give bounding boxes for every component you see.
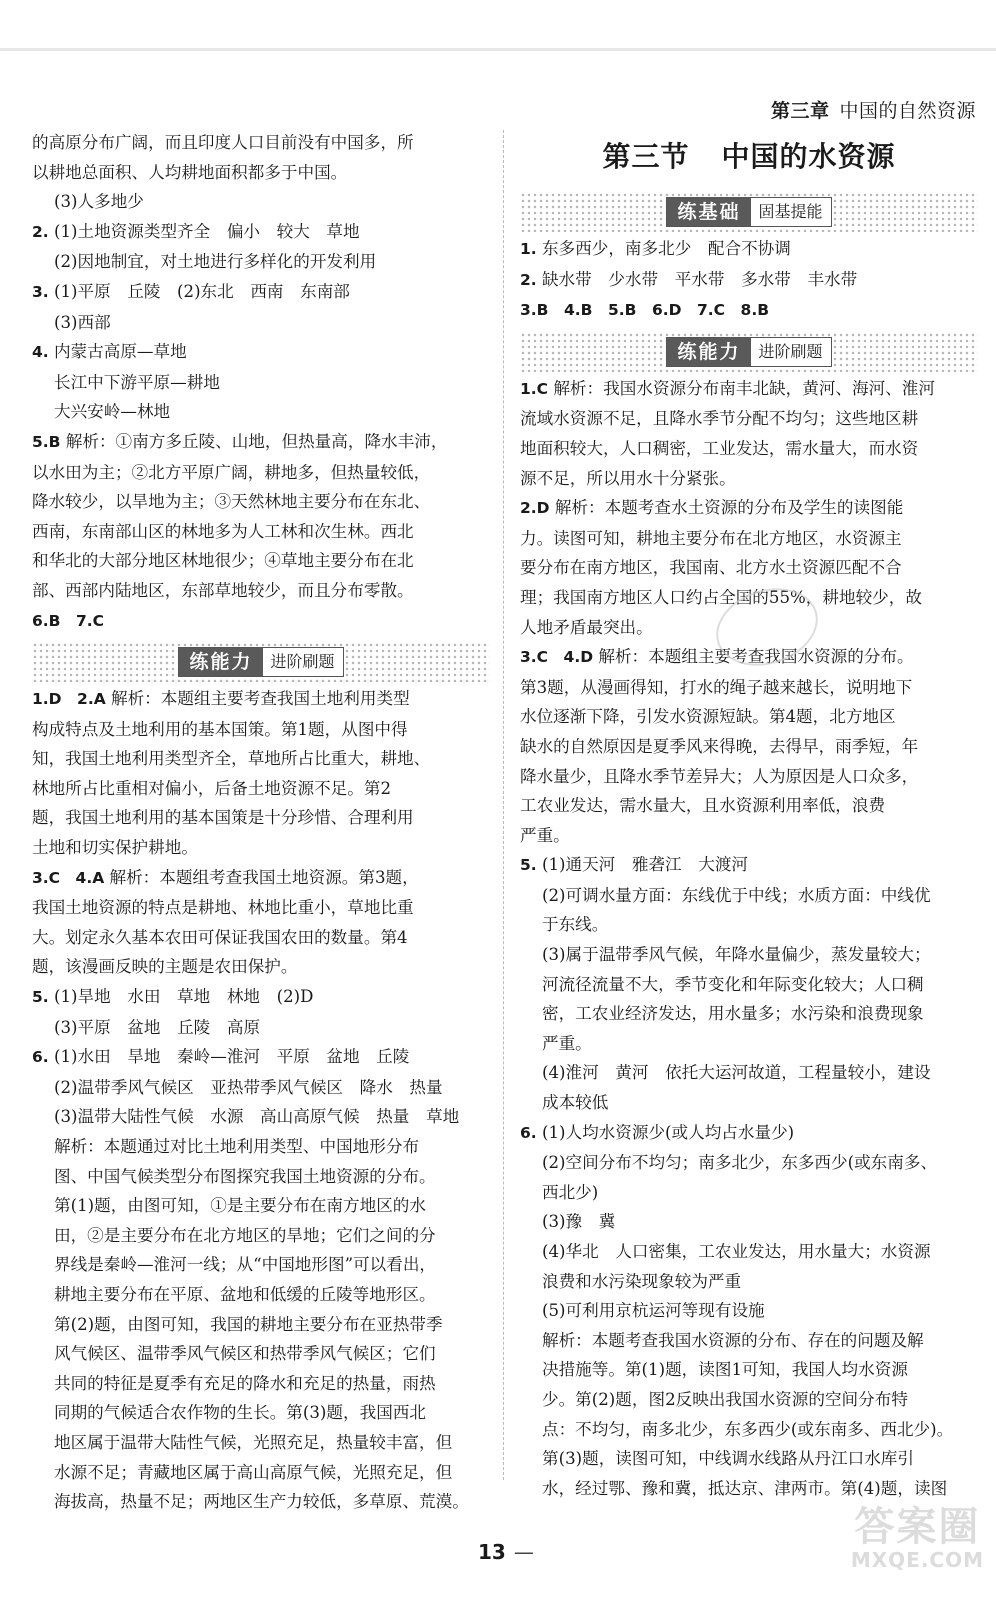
answer-line bbox=[520, 374, 978, 405]
answer-text: 土地和切实保护耕地。 bbox=[32, 838, 198, 858]
section-number: 第三节 bbox=[602, 140, 690, 173]
answer-text: 第(2)题，由图可知，我国的耕地主要分布在亚热带季 bbox=[54, 1314, 443, 1334]
answer-line bbox=[520, 940, 978, 970]
answer-text: (1)土地资源类型齐全 偏小 较大 草地 bbox=[53, 221, 360, 241]
section-band bbox=[520, 332, 978, 372]
answer-text: (3)属于温带季风气候，年降水量偏少，蒸发量较大； bbox=[542, 945, 931, 965]
answer-line bbox=[520, 762, 978, 792]
answer-text: 解析：本题考查水土资源的分布及学生的读图能 bbox=[554, 498, 904, 518]
answer-line bbox=[520, 702, 978, 732]
answer-text: 地区属于温带大陆性气候，光照充足，热量较丰富，但 bbox=[54, 1432, 453, 1452]
answer-line bbox=[32, 247, 490, 277]
answer-text: 风气候区、温带季风气候区和热带季风气候区；它们 bbox=[54, 1344, 436, 1364]
answer-text: 解析：本题组主要考查我国水资源的分布。 bbox=[598, 647, 914, 667]
answer-text: 内蒙古高原—草地 bbox=[53, 342, 187, 362]
answer-text: 知，我国土地利用类型齐全，草地所占比重大，耕地、 bbox=[32, 749, 431, 769]
answer-line bbox=[32, 158, 490, 188]
answer-line bbox=[32, 1102, 490, 1132]
answer-line bbox=[520, 791, 978, 821]
section-band bbox=[32, 642, 490, 682]
answer-line bbox=[32, 217, 490, 248]
answer-text: 第(1)题，由图可知，①是主要分布在南方地区的水 bbox=[54, 1196, 426, 1216]
question-number: 1. bbox=[520, 240, 537, 258]
answer-text: 严重。 bbox=[520, 825, 570, 845]
band-sub-label: 进阶刷题 bbox=[270, 652, 335, 672]
answer-text: 水位逐渐下降，引发水资源短缺。第4题，北方地区 bbox=[520, 707, 896, 727]
answer-line bbox=[520, 493, 978, 524]
answer-line bbox=[520, 1148, 978, 1178]
answer-line bbox=[520, 970, 978, 1000]
page-number-value: 13 bbox=[478, 1540, 506, 1564]
answer-text: (3)人多地少 bbox=[54, 192, 144, 212]
question-number: 4. bbox=[32, 343, 49, 362]
answer-text: 共同的特征是夏季有充足的降水和充足的热量，雨热 bbox=[54, 1373, 436, 1393]
answer-text: (1)人均水资源少(或人均占水量少) bbox=[541, 1122, 795, 1142]
answer-text: 部、西部内陆地区，东部草地较少，而且分布零散。 bbox=[32, 580, 414, 600]
answer-line bbox=[32, 1132, 490, 1162]
answer-line bbox=[520, 524, 978, 554]
answer-line bbox=[520, 1118, 978, 1149]
question-number: 5. bbox=[32, 988, 49, 1007]
answer-text: 题，我国土地利用的基本国策是十分珍惜、合理利用 bbox=[32, 808, 414, 828]
answer-text: (4)华北 人口密集，工农业发达，用水量大；水资源 bbox=[542, 1242, 931, 1261]
answer-line bbox=[32, 1221, 490, 1251]
answer-line bbox=[32, 546, 490, 576]
chapter-header bbox=[771, 96, 976, 123]
answer-line bbox=[32, 923, 490, 953]
answer-text: 东多西少，南多北少 配合不协调 bbox=[541, 239, 791, 258]
answer-line bbox=[32, 128, 490, 158]
question-number: 6. bbox=[520, 1123, 537, 1142]
answer-text: 林地所占比重相对偏小，后备土地资源不足。第2 bbox=[32, 778, 392, 798]
answer-line bbox=[520, 1267, 978, 1297]
answer-text: 构成特点及土地利用的基本国策。第1题，从图中得 bbox=[32, 719, 408, 739]
answer-line bbox=[32, 833, 490, 863]
answer-line bbox=[32, 744, 490, 774]
left-column bbox=[32, 128, 490, 1517]
answer-line bbox=[32, 397, 490, 427]
answer-text: 解析：我国水资源分布南丰北缺，黄河、海河、淮河 bbox=[553, 378, 935, 398]
answer-line bbox=[520, 881, 978, 911]
answer-line bbox=[520, 821, 978, 851]
answer-text: 流域水资源不足，且降水季节分配不均匀；这些地区耕 bbox=[520, 409, 919, 429]
page-number-dash: — bbox=[513, 1540, 534, 1564]
answer-line bbox=[520, 1178, 978, 1208]
answer-text: 少。第(2)题，图2反映出我国水资源的空间分布特 bbox=[542, 1389, 908, 1409]
answer-text: (1)旱地 水田 草地 林地 (2)D bbox=[53, 987, 314, 1007]
answer-line bbox=[32, 187, 490, 217]
answer-text: 长江中下游平原—耕地 bbox=[54, 372, 220, 392]
answer-text: 第(3)题，读图可知，中线调水线路从丹江口水库引 bbox=[542, 1449, 914, 1469]
answer-line bbox=[32, 606, 490, 637]
question-number: 3.C 4.D bbox=[520, 648, 594, 667]
answer-text: 地面积较大，人口稠密，工业发达，需水量大，而水资 bbox=[520, 438, 919, 458]
answer-line bbox=[520, 295, 978, 326]
section-band bbox=[520, 192, 978, 232]
answer-text: 浪费和水污染现象较为严重 bbox=[542, 1271, 742, 1291]
band-main-label: 练能力 bbox=[667, 338, 750, 366]
answer-text: 题，该漫画反映的主题是农田保护。 bbox=[32, 957, 298, 977]
answer-line bbox=[520, 1474, 978, 1504]
answer-line bbox=[520, 1444, 978, 1474]
answer-text: 决措施等。第(1)题，读图1可知，我国人均水资源 bbox=[542, 1360, 908, 1380]
answer-line bbox=[520, 1058, 978, 1088]
section-title bbox=[520, 128, 978, 186]
answer-line bbox=[32, 576, 490, 606]
answer-line bbox=[520, 464, 978, 494]
chapter-title: 中国的自然资源 bbox=[839, 100, 976, 122]
answer-line bbox=[32, 684, 490, 715]
chapter-number: 第三章 bbox=[770, 100, 830, 122]
watermark-top: 答案圈 bbox=[854, 1504, 981, 1550]
answer-text: 解析：本题组主要考查我国土地利用类型 bbox=[111, 689, 410, 709]
answer-line bbox=[32, 1339, 490, 1369]
answer-text: 西南，东南部山区的林地多为人工林和次生林。西北 bbox=[32, 521, 414, 541]
answer-text: 大兴安岭—林地 bbox=[54, 402, 171, 422]
question-number: 1.C bbox=[520, 379, 549, 398]
answer-text: 水源不足；青藏地区属于高山高原气候，光照充足，但 bbox=[54, 1462, 453, 1482]
question-number: 3.C 4.A bbox=[32, 868, 105, 887]
answer-text: (4)淮河 黄河 依托大运河故道，工程量较小，建设 bbox=[542, 1063, 931, 1083]
answer-line bbox=[32, 517, 490, 547]
question-number: 3.B 4.B 5.B 6.D 7.C 8.B bbox=[520, 301, 770, 320]
answer-line bbox=[32, 774, 490, 804]
answer-line bbox=[32, 1162, 490, 1192]
answer-line bbox=[32, 1369, 490, 1399]
answer-text: (2)可调水量方面：东线优于中线；水质方面：中线优 bbox=[542, 885, 931, 905]
column-divider bbox=[503, 130, 504, 1480]
answer-line bbox=[32, 893, 490, 923]
answer-line bbox=[32, 487, 490, 517]
answer-text: 界线是秦岭—淮河一线；从“中国地形图”可以看出， bbox=[54, 1255, 437, 1275]
answer-text: 要分布在南方地区，我国南、北方水土资源匹配不合 bbox=[520, 558, 902, 578]
answer-text: (3)西部 bbox=[54, 312, 111, 332]
answer-line bbox=[520, 850, 978, 881]
answer-line bbox=[520, 732, 978, 762]
watermark-bottom: MXQE.COM bbox=[850, 1548, 984, 1572]
answer-line bbox=[32, 308, 490, 338]
answer-text: 耕地主要分布在平原、盆地和低缓的丘陵等地形区。 bbox=[54, 1284, 436, 1304]
answer-text: (1)水田 旱地 秦岭—淮河 平原 盆地 丘陵 bbox=[53, 1047, 410, 1067]
answer-line bbox=[520, 910, 978, 940]
top-rule bbox=[0, 48, 996, 51]
answer-text: 河流径流量不大，季节变化和年际变化较大；人口稠 bbox=[542, 974, 924, 994]
answer-text: 大。划定永久基本农田可保证我国农田的数量。第4 bbox=[32, 927, 408, 947]
band-sub-label: 固基提能 bbox=[758, 202, 823, 221]
answer-text: (2)因地制宜，对土地进行多样化的开发利用 bbox=[54, 252, 377, 272]
answer-text: 缺水带 少水带 平水带 多水带 丰水带 bbox=[541, 269, 858, 289]
answer-text: 降水量少，且降水季节差异大；人为原因是人口众多， bbox=[520, 766, 919, 786]
answer-line bbox=[32, 1013, 490, 1043]
answer-line bbox=[520, 1088, 978, 1118]
answer-text: (1)通天河 雅砻江 大渡河 bbox=[541, 855, 749, 875]
answer-text: 人地矛盾最突出。 bbox=[520, 617, 653, 637]
answer-text: 理；我国南方地区人口约占全国的55%，耕地较少，故 bbox=[520, 587, 922, 607]
answer-text: 第3题，从漫画得知，打水的绳子越来越长，说明地下 bbox=[520, 677, 913, 697]
answer-line bbox=[32, 715, 490, 745]
answer-text: 海拔高，热量不足；两地区生产力较低，多草原、荒漠。 bbox=[54, 1492, 469, 1512]
answer-text: 同期的气候适合农作物的生长。第(3)题，我国西北 bbox=[54, 1403, 426, 1423]
answer-line bbox=[520, 1385, 978, 1415]
answer-line bbox=[520, 1326, 978, 1356]
answer-line bbox=[32, 1428, 490, 1458]
answer-line bbox=[32, 863, 490, 894]
band-main-label: 练能力 bbox=[179, 648, 262, 676]
band-label bbox=[666, 337, 831, 367]
answer-line bbox=[32, 1191, 490, 1221]
answer-text: 西北少) bbox=[542, 1182, 599, 1202]
answer-text: (2)温带季风气候区 亚热带季风气候区 降水 热量 bbox=[54, 1077, 443, 1097]
answer-text: (3)豫 冀 bbox=[542, 1212, 616, 1232]
answer-text: 解析：本题考查我国水资源的分布、存在的问题及解 bbox=[542, 1330, 924, 1350]
answer-text: 以耕地总面积、人均耕地面积都多于中国。 bbox=[32, 162, 348, 182]
answer-line bbox=[32, 1042, 490, 1073]
answer-text: 严重。 bbox=[542, 1033, 592, 1053]
question-number: 6.B 7.C bbox=[32, 611, 105, 630]
answer-text: 以水田为主；②北方平原广阔，耕地多，但热量较低， bbox=[32, 462, 431, 482]
answer-text: 密，工农业经济发达，用水量多；水污染和浪费现象 bbox=[542, 1004, 924, 1024]
band-sub-label: 进阶刷题 bbox=[758, 341, 823, 361]
answer-text: (3)温带大陆性气候 水源 高山高原气候 热量 草地 bbox=[54, 1107, 460, 1127]
answer-line bbox=[520, 673, 978, 703]
answer-line bbox=[32, 427, 490, 458]
answer-line bbox=[520, 265, 978, 296]
answer-text: 源不足，所以用水十分紧张。 bbox=[520, 468, 736, 488]
answer-text: 田，②是主要分布在北方地区的旱地；它们之间的分 bbox=[54, 1225, 436, 1245]
answer-text: 和华北的大部分地区林地很少；④草地主要分布在北 bbox=[32, 551, 414, 571]
band-label bbox=[178, 647, 343, 677]
answer-text: 成本较低 bbox=[542, 1093, 609, 1113]
answer-text: (5)可利用京杭运河等现有设施 bbox=[542, 1301, 765, 1321]
answer-text: 我国土地资源的特点是耕地、林地比重小，草地比重 bbox=[32, 898, 414, 918]
question-number: 5.B bbox=[32, 432, 61, 451]
answer-text: 缺水的自然原因是夏季风来得晚，去得早，雨季短，年 bbox=[520, 736, 919, 756]
answer-line bbox=[32, 277, 490, 308]
answer-text: 解析：①南方多丘陵、山地，但热量高，降水丰沛， bbox=[65, 431, 448, 451]
answer-text: 的高原分布广阔，而且印度人口目前没有中国多，所 bbox=[32, 133, 414, 152]
watermark-logo bbox=[851, 1505, 984, 1571]
answer-line bbox=[520, 404, 978, 434]
answer-line bbox=[32, 982, 490, 1013]
question-number: 1.D 2.A bbox=[32, 690, 106, 709]
question-number: 2. bbox=[520, 270, 537, 289]
question-number: 2.D bbox=[520, 499, 550, 518]
answer-line bbox=[520, 1029, 978, 1059]
answer-line bbox=[32, 1073, 490, 1103]
answer-line bbox=[32, 1398, 490, 1428]
answer-text: 于东线。 bbox=[542, 915, 609, 935]
answer-text: 点：不均匀，南多北少，东多西少(或东南多、西北少)。 bbox=[542, 1419, 954, 1439]
answer-line bbox=[32, 458, 490, 488]
question-number: 5. bbox=[520, 856, 537, 875]
right-column bbox=[520, 128, 978, 1503]
answer-line bbox=[520, 553, 978, 583]
question-number: 3. bbox=[32, 282, 49, 301]
answer-text: (3)平原 盆地 丘陵 高原 bbox=[54, 1017, 261, 1037]
answer-line bbox=[520, 1415, 978, 1445]
answer-line bbox=[520, 1296, 978, 1326]
answer-line bbox=[520, 434, 978, 464]
answer-line bbox=[32, 1280, 490, 1310]
answer-line bbox=[32, 1487, 490, 1517]
answer-line bbox=[520, 234, 978, 265]
band-main-label: 练基础 bbox=[667, 198, 750, 226]
answer-line bbox=[32, 952, 490, 982]
answer-line bbox=[32, 368, 490, 398]
answer-line bbox=[32, 337, 490, 368]
answer-line bbox=[32, 803, 490, 833]
answer-text: 解析：本题组考查我国土地资源。第3题， bbox=[109, 867, 419, 887]
answer-text: (1)平原 丘陵 (2)东北 西南 东南部 bbox=[53, 281, 350, 301]
answer-line bbox=[520, 1355, 978, 1385]
answer-text: (2)空间分布不均匀；南多北少，东多西少(或东南多、 bbox=[542, 1153, 938, 1173]
answer-text: 解析：本题通过对比土地利用类型、中国地形分布 bbox=[54, 1137, 420, 1156]
band-label bbox=[666, 197, 831, 227]
answer-line bbox=[32, 1250, 490, 1280]
question-number: 2. bbox=[32, 222, 49, 241]
answer-line bbox=[32, 1458, 490, 1488]
section-name: 中国的水资源 bbox=[721, 140, 896, 173]
answer-line bbox=[520, 1237, 978, 1267]
answer-text: 降水较少，以旱地为主；③天然林地主要分布在东北、 bbox=[32, 492, 431, 512]
answer-line bbox=[32, 1310, 490, 1340]
answer-text: 水，经过鄂、豫和冀，抵达京、津两市。第(4)题，读图 bbox=[542, 1478, 948, 1498]
answer-line bbox=[520, 999, 978, 1029]
page-number bbox=[478, 1540, 534, 1564]
answer-text: 工农业发达，需水量大，且水资源利用率低，浪费 bbox=[520, 796, 886, 816]
answer-line bbox=[520, 1207, 978, 1237]
question-number: 6. bbox=[32, 1048, 49, 1067]
answer-text: 力。读图可知，耕地主要分布在北方地区，水资源主 bbox=[520, 528, 902, 548]
answer-text: 图、中国气候类型分布图探究我国土地资源的分布。 bbox=[54, 1166, 436, 1186]
